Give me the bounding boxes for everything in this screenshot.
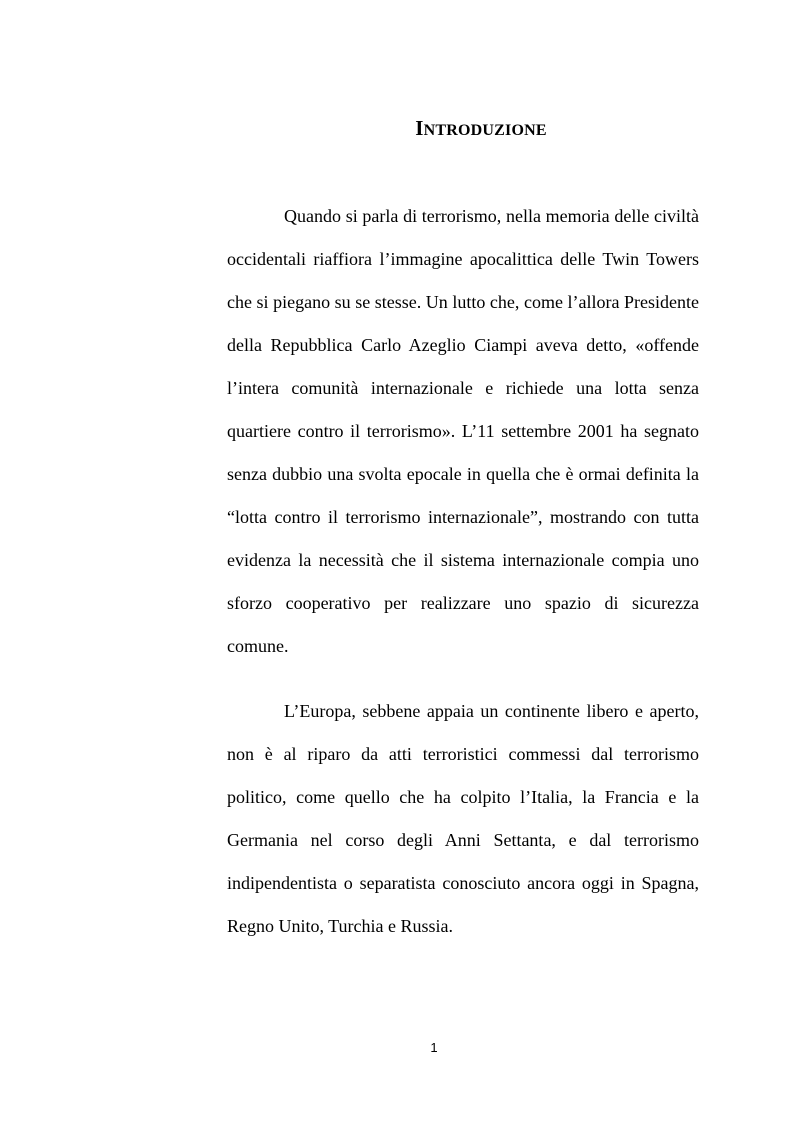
title-rest: NTRODUZIONE [423,122,547,139]
title-initial: I [415,116,424,140]
paragraph-1: Quando si parla di terrorismo, nella memoria delle civiltà occidentali riaffiora l’immagine apocalittica delle Twin Towers che si piegano su se stesse. Un lutto che, come l’allora Presidente della Repubblica Carlo Azeglio Ciampi aveva detto, «offende l’intera comunità internazionale e richiede una lotta senza quartiere contro il terrorismo». L’11 settembre 2001 ha segnato senza dubbio una svolta epocale in quella che è ormai definita la “lotta contro il terrorismo internazionale”, mostrando con tutta evidenza la necessità che il sistema internazionale compia uno sforzo cooperativo per realizzare uno spazio di sicurezza comune. [227,206,699,656]
page-title [227,114,699,145]
page-number: 1 [430,1040,438,1055]
paragraph-2: L’Europa, sebbene appaia un continente libero e aperto, non è al riparo da atti terroristici commessi dal terrorismo politico, come quello che ha colpito l’Italia, la Francia e la Germania nel corso degli Anni Settanta, e dal terrorismo indipendentista o separatista conosciuto ancora oggi in Spagna, Regno Unito, Turchia e Russia. [227,701,699,936]
